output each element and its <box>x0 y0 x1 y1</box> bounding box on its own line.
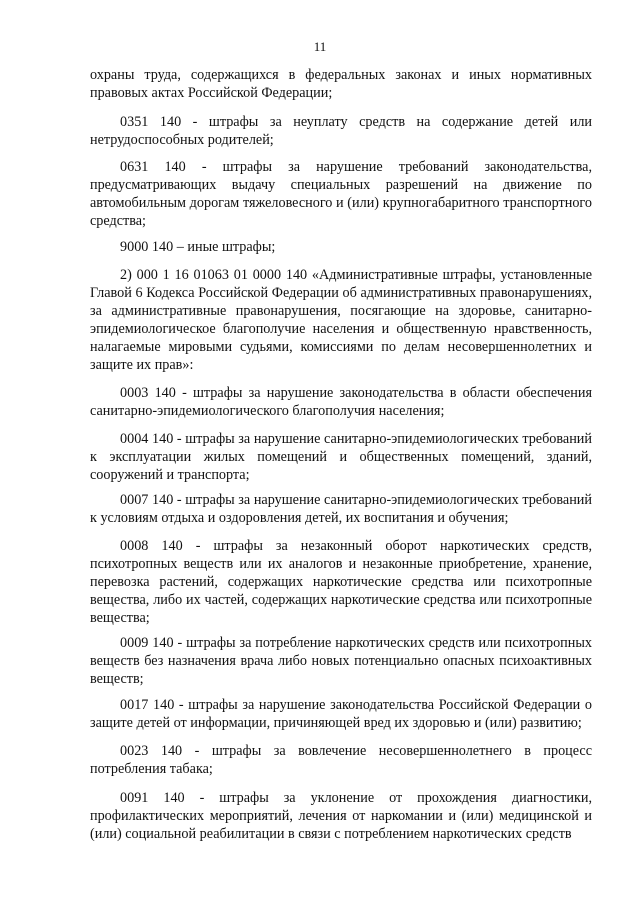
paragraph-code-0631: 0631 140 - штрафы за нарушение требований законодательства, предусматривающих выдачу специальных разрешений на движение по автомобильным дорогам тяжеловесного и (или) крупногабаритного транспортного средства; <box>90 159 592 229</box>
paragraph-code-0017: 0017 140 - штрафы за нарушение законодательства Российской Федерации о защите детей от информации, причиняющей вред их здоровью и (или) развитию; <box>90 697 592 731</box>
paragraph-section-2: 2) 000 1 16 01063 01 0000 140 «Административные штрафы, установленные Главой 6 Кодекса Российской Федерации об административных правонарушениях, за административные правонарушения, посягающие на здоровье, санитарно-эпидемиологическое благополучие населения и общественную нравственность, налагаемые мировыми судьями, комиссиями по делам несовершеннолетних и защите их прав»: <box>90 267 592 373</box>
paragraph-code-0008: 0008 140 - штрафы за незаконный оборот наркотических средств, психотропных веществ или их аналогов и незаконные приобретение, хранение, перевозка растений, содержащих наркотические средства или психотропные вещества, либо их частей, содержащих наркотические средства или психотропные вещества; <box>90 538 592 626</box>
paragraph-continuation: охраны труда, содержащихся в федеральных законах и иных нормативных правовых актах Российской Федерации; <box>90 67 592 101</box>
paragraph-code-0004: 0004 140 - штрафы за нарушение санитарно-эпидемиологических требований к эксплуатации жилых помещений и общественных помещений, зданий, сооружений и транспорта; <box>90 431 592 483</box>
paragraph-code-0003: 0003 140 - штрафы за нарушение законодательства в области обеспечения санитарно-эпидемиологического благополучия населения; <box>90 385 592 419</box>
page-number: 11 <box>313 39 327 54</box>
paragraph-code-0091: 0091 140 - штрафы за уклонение от прохождения диагностики, профилактических мероприятий, лечения от наркомании и (или) медицинской и (или) социальной реабилитации в связи с потреблением наркотических средств <box>90 790 592 842</box>
paragraph-code-0023: 0023 140 - штрафы за вовлечение несовершеннолетнего в процесс потребления табака; <box>90 743 592 777</box>
paragraph-code-0351: 0351 140 - штрафы за неуплату средств на содержание детей или нетрудоспособных родителей; <box>90 114 592 148</box>
paragraph-code-9000: 9000 140 – иные штрафы; <box>120 239 276 255</box>
paragraph-code-0007: 0007 140 - штрафы за нарушение санитарно-эпидемиологических требований к условиям отдыха и оздоровления детей, их воспитания и обучения; <box>90 492 592 526</box>
paragraph-code-0009: 0009 140 - штрафы за потребление наркотических средств или психотропных веществ без назначения врача либо новых потенциально опасных психоактивных веществ; <box>90 635 592 687</box>
